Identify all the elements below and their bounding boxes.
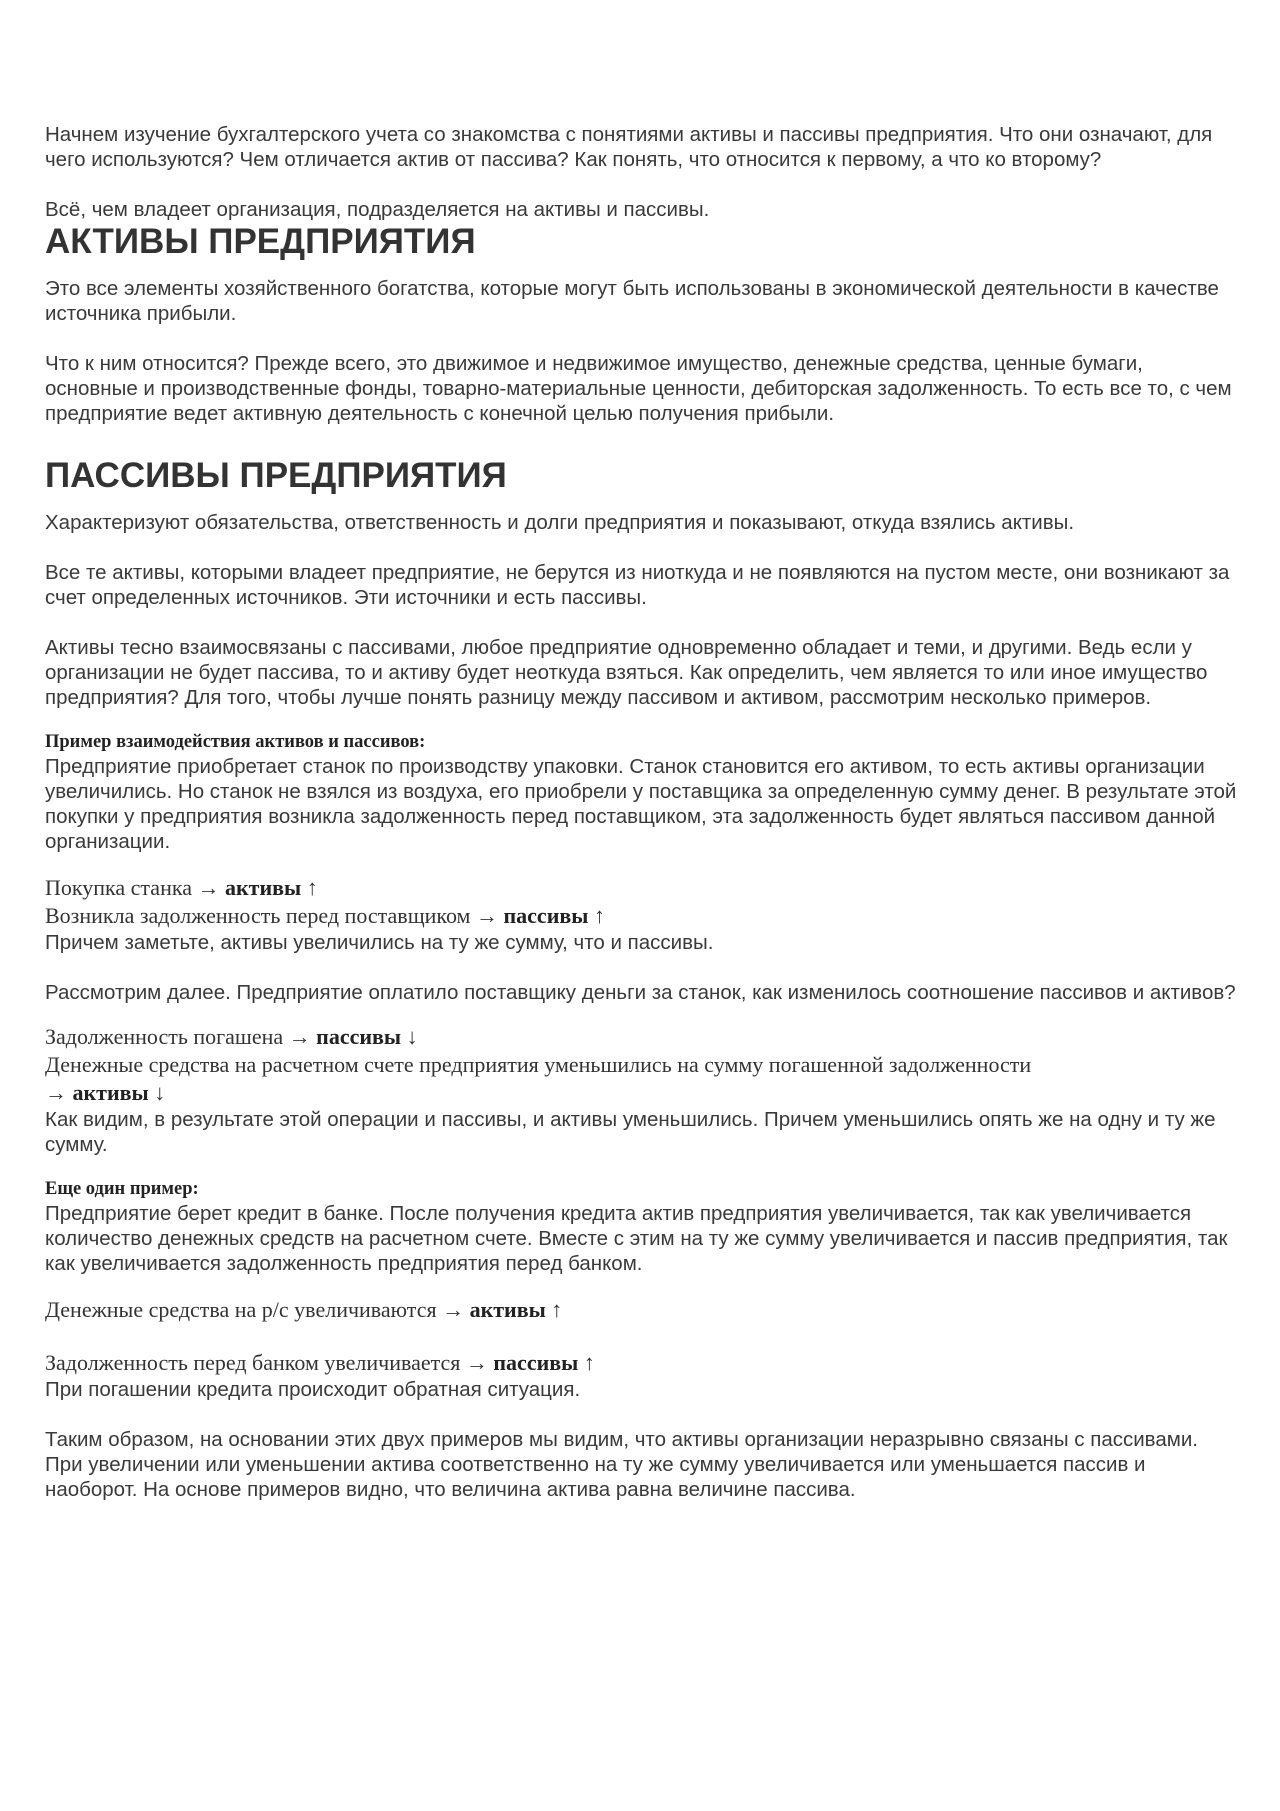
example-line-keyword: пассивы — [316, 1024, 402, 1049]
example-title: Еще один пример: — [45, 1179, 199, 1199]
up-arrow-icon: ↑ — [301, 875, 318, 900]
liabilities-paragraph: Активы тесно взаимосвязаны с пассивами, любое предприятие одновременно обладает и теми, и другими. Ведь если у организации не будет пассива, то и активу будет неоткуда взяться. Как определить, чем является то или иное имущество предприятия? Для того, чтобы лучше понять разницу между пассивом и активом, рассмотрим несколько примеров. — [45, 636, 1208, 709]
liabilities-paragraph: Все те активы, которыми владеет предприятие, не берутся из ниоткуда и не появляются на пустом месте, они возникают за счет определенных источников. Эти источники и есть пассивы. — [45, 561, 1230, 609]
example-conclusion: Как видим, в результате этой операции и пассивы, и активы уменьшились. Причем уменьшились опять же на одну и ту же сумму. — [45, 1108, 1216, 1156]
intro-paragraph: Всё, чем владеет организация, подразделяется на активы и пассивы. — [45, 198, 710, 221]
example-line-text: Покупка станка → — [45, 875, 225, 900]
example-continue: Рассмотрим далее. Предприятие оплатило поставщику деньги за станок, как изменилось соотношение пассивов и активов? — [45, 981, 1236, 1004]
intro-paragraph: Начнем изучение бухгалтерского учета со знакомства с понятиями активы и пассивы предприятия. Что они означают, для чего используются? Чем отличается актив от пассива? Как понять, что относится к первому, а что ко второму? — [45, 123, 1213, 171]
example-line — [45, 902, 1240, 930]
summary-paragraph: Таким образом, на основании этих двух примеров мы видим, что активы организации неразрывно связаны с пассивами. При увеличении или уменьшении актива соответственно на ту же сумму увеличивается или уменьшается пассив и наоборот. На основе примеров видно, что величина актива равна величине пассива. — [45, 1428, 1198, 1501]
example-line-text: Денежные средства на р/с увеличиваются → — [45, 1297, 470, 1322]
up-arrow-icon: ↑ — [545, 1297, 563, 1322]
up-arrow-icon: ↑ — [588, 903, 605, 928]
down-arrow-icon: ↓ — [148, 1080, 166, 1105]
down-arrow-icon: ↓ — [401, 1024, 418, 1049]
example-line — [45, 874, 1240, 902]
assets-paragraph: Это все элементы хозяйственного богатства, которые могут быть использованы в экономической деятельности в качестве источника прибыли. — [45, 277, 1219, 325]
example-line-keyword: активы — [72, 1080, 149, 1105]
example-text: Предприятие приобретает станок по производству упаковки. Станок становится его активом, то есть активы организации увеличились. Но станок не взялся из воздуха, его приобрели у поставщика за определенную сумму денег. В результате этой покупки у предприятия возникла задолженность перед поставщиком, эта задолженность будет являться пассивом данной организации. — [45, 755, 1237, 853]
example-line — [45, 1051, 1055, 1107]
example-note: Причем заметьте, активы увеличились на ту же сумму, что и пассивы. — [45, 931, 714, 954]
up-arrow-icon: ↑ — [578, 1350, 595, 1375]
example-line-text: Задолженность перед банком увеличивается → — [45, 1350, 494, 1375]
example-line-text: Задолженность погашена → — [45, 1024, 317, 1049]
assets-paragraph: Что к ним относится? Прежде всего, это движимое и недвижимое имущество, денежные средства, ценные бумаги, основные и производственные фонды, товарно-материальные ценности, дебиторская задолженность. То есть все то, с чем предприятие ведет активную деятельность с конечной целью получения прибыли. — [45, 352, 1232, 425]
example-line — [45, 1296, 1240, 1324]
example-line-keyword: пассивы — [503, 903, 589, 928]
example-line — [45, 1023, 1240, 1051]
example-note: При погашении кредита происходит обратная ситуация. — [45, 1378, 581, 1401]
example-line — [45, 1349, 1240, 1377]
document-page — [45, 122, 1240, 1502]
example-title: Пример взаимодействия активов и пассивов: — [45, 732, 426, 752]
example-line-keyword: активы — [224, 875, 302, 900]
assets-heading: АКТИВЫ ПРЕДПРИЯТИЯ — [45, 222, 476, 261]
liabilities-paragraph: Характеризуют обязательства, ответственность и долги предприятия и показывают, откуда взялись активы. — [45, 511, 1075, 534]
example-line-keyword: активы — [469, 1297, 546, 1322]
liabilities-heading: ПАССИВЫ ПРЕДПРИЯТИЯ — [45, 456, 507, 495]
example-line-keyword: пассивы — [493, 1350, 579, 1375]
example-line-text: Возникла задолженность перед поставщиком → — [45, 903, 504, 928]
example-line-text: Денежные средства на расчетном счете предприятия уменьшились на сумму погашенной задолженности → — [45, 1052, 1032, 1105]
example-text: Предприятие берет кредит в банке. После получения кредита актив предприятия увеличивается, так как увеличивается количество денежных средств на расчетном счете. Вместе с этим на ту же сумму увеличивается и пассив предприятия, так как увеличивается задолженность предприятия перед банком. — [45, 1202, 1228, 1275]
